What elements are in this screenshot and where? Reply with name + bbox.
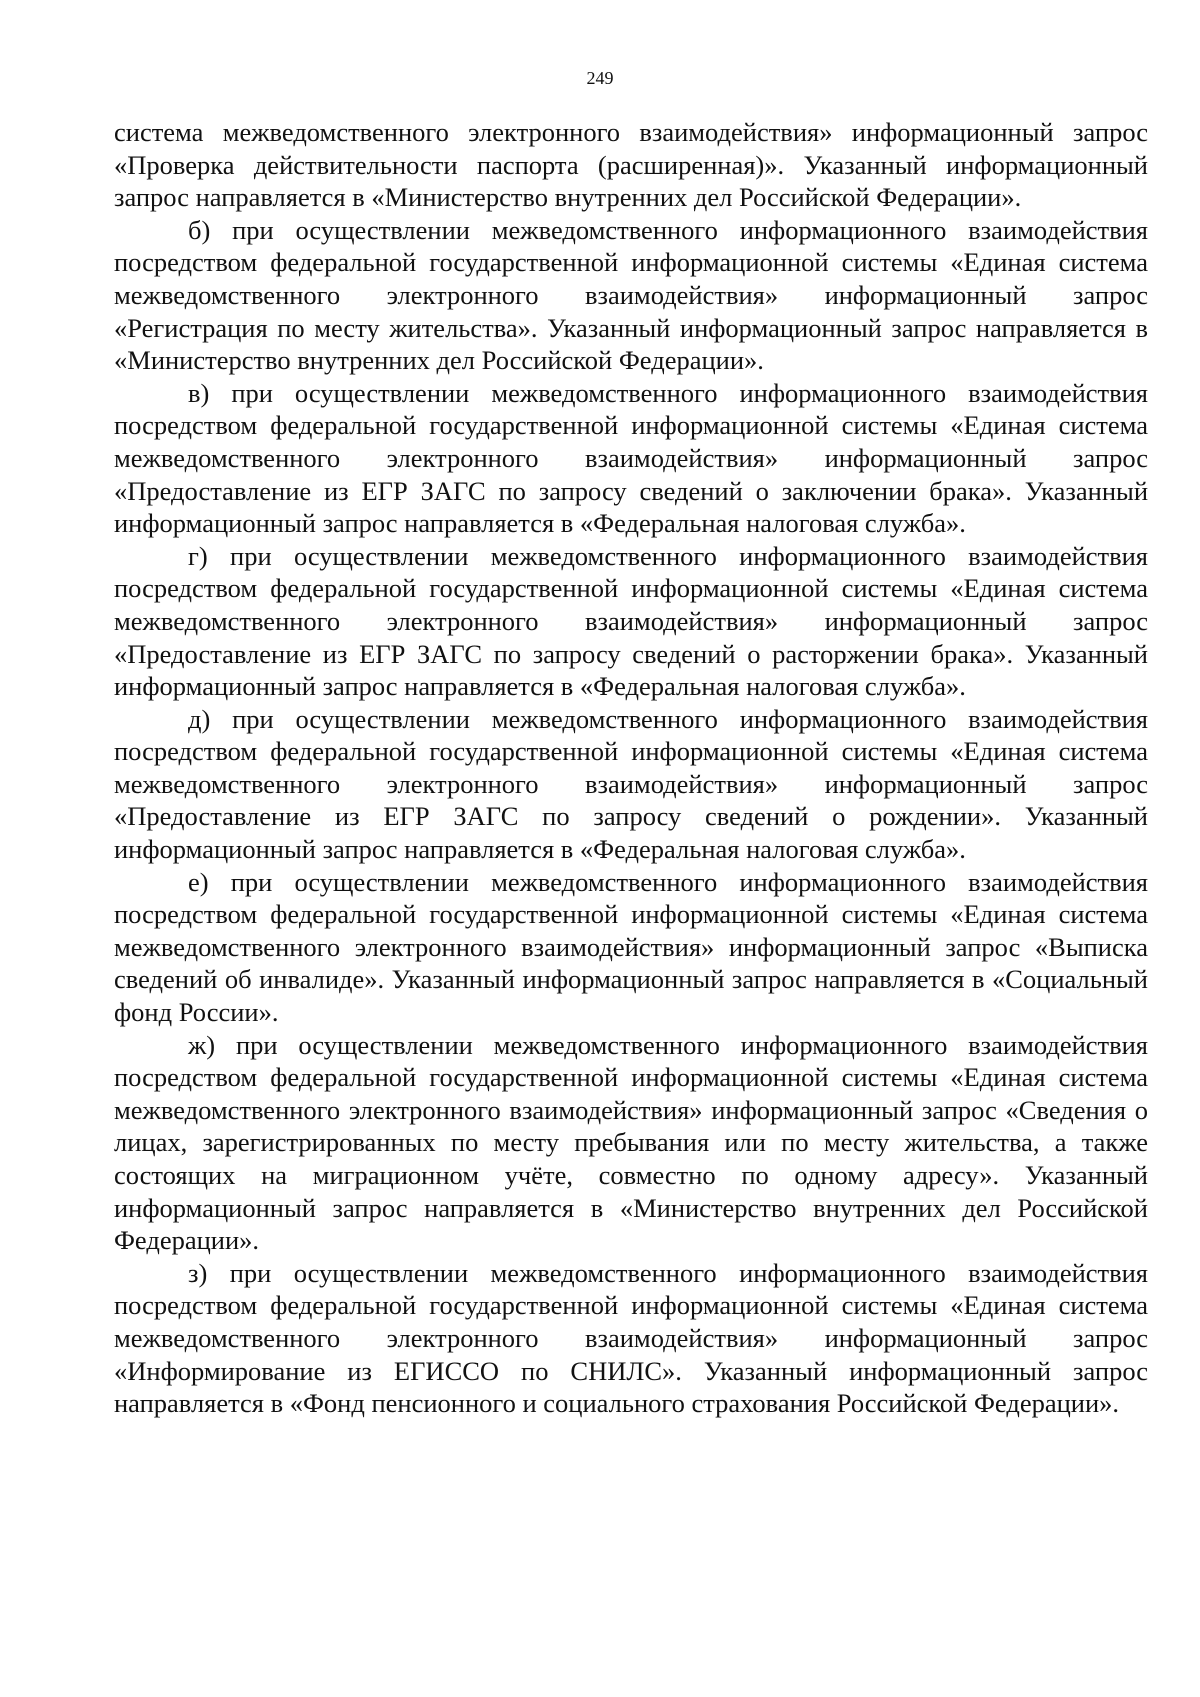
paragraph-item-v: в) при осуществлении межведомственного информационного взаимодействия посредством федеральной государственной информационной системы «Единая система межведомственного электронного взаимодействия» информационный запрос «Предоставление из ЕГР ЗАГС по запросу сведений о заключении брака». Указанный информационный запрос направляется в «Федеральная налоговая служба». xyxy=(114,377,1148,539)
paragraph-item-e: е) при осуществлении межведомственного информационного взаимодействия посредством федеральной государственной информационной системы «Единая система межведомственного электронного взаимодействия» информационный запрос «Выписка сведений об инвалиде». Указанный информационный запрос направляется в «Социальный фонд России». xyxy=(114,866,1148,1028)
paragraph-item-z: з) при осуществлении межведомственного информационного взаимодействия посредством федеральной государственной информационной системы «Единая система межведомственного электронного взаимодействия» информационный запрос «Информирование из ЕГИССО по СНИЛС». Указанный информационный запрос направляется в «Фонд пенсионного и социального страхования Российской Федерации». xyxy=(114,1257,1148,1419)
paragraph-item-b: б) при осуществлении межведомственного информационного взаимодействия посредством федеральной государственной информационной системы «Единая система межведомственного электронного взаимодействия» информационный запрос «Регистрация по месту жительства». Указанный информационный запрос направляется в «Министерство внутренних дел Российской Федерации». xyxy=(114,214,1148,376)
document-body xyxy=(114,116,1148,1420)
paragraph-item-g: г) при осуществлении межведомственного информационного взаимодействия посредством федеральной государственной информационной системы «Единая система межведомственного электронного взаимодействия» информационный запрос «Предоставление из ЕГР ЗАГС по запросу сведений о расторжении брака». Указанный информационный запрос направляется в «Федеральная налоговая служба». xyxy=(114,540,1148,702)
paragraph-continuation: система межведомственного электронного взаимодействия» информационный запрос «Проверка действительности паспорта (расширенная)». Указанный информационный запрос направляется в «Министерство внутренних дел Российской Федерации». xyxy=(114,117,1148,213)
page-number: 249 xyxy=(586,68,614,88)
paragraph-item-d: д) при осуществлении межведомственного информационного взаимодействия посредством федеральной государственной информационной системы «Единая система межведомственного электронного взаимодействия» информационный запрос «Предоставление из ЕГР ЗАГС по запросу сведений о рождении». Указанный информационный запрос направляется в «Федеральная налоговая служба». xyxy=(114,703,1148,865)
paragraph-item-zh: ж) при осуществлении межведомственного информационного взаимодействия посредством федеральной государственной информационной системы «Единая система межведомственного электронного взаимодействия» информационный запрос «Сведения о лицах, зарегистрированных по месту пребывания или по месту жительства, а также состоящих на миграционном учёте, совместно по одному адресу». Указанный информационный запрос направляется в «Министерство внутренних дел Российской Федерации». xyxy=(114,1029,1148,1256)
